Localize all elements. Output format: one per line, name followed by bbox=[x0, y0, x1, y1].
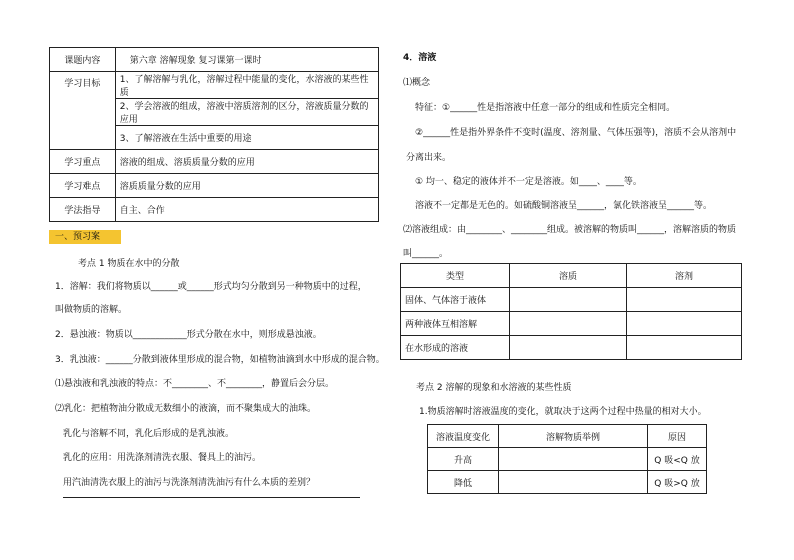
text-line: 溶液不一定都是无色的。如硫酸铜溶液呈______，氯化铁溶液呈______等。 bbox=[415, 201, 713, 211]
table-row bbox=[50, 174, 379, 198]
preview-banner: 一、预习案 bbox=[49, 230, 121, 244]
col-header: 类型 bbox=[401, 264, 510, 288]
text-line: 特征：①______性是指溶液中任意一部分的组成和性质完全相同。 bbox=[415, 103, 676, 113]
row-value: 1、了解溶解与乳化，溶解过程中能量的变化，水溶液的某些性质 bbox=[115, 72, 378, 99]
table-row bbox=[50, 198, 379, 222]
table-row bbox=[50, 150, 379, 174]
change-cell: 降低 bbox=[428, 471, 499, 494]
text-line: 乳化的应用：用洗涤剂清洗衣服、餐具上的油污。 bbox=[63, 453, 262, 463]
text-line: 乳化与溶解不同，乳化后形成的是乳浊液。 bbox=[63, 429, 235, 439]
solution-type-table bbox=[400, 263, 742, 360]
table-row bbox=[50, 48, 379, 72]
row-label: 两种液体互相溶解 bbox=[401, 312, 510, 336]
answer-cell[interactable] bbox=[499, 471, 648, 494]
answer-cell[interactable] bbox=[510, 312, 627, 336]
answer-cell[interactable] bbox=[510, 336, 627, 360]
row-value: 自主、合作 bbox=[115, 198, 378, 222]
text-line: 1.物质溶解时溶液温度的变化，就取决于这两个过程中热量的相对大小。 bbox=[419, 407, 707, 417]
reason-cell: Q 吸>Q 放 bbox=[648, 471, 707, 494]
reason-cell: Q 吸<Q 放 bbox=[648, 448, 707, 471]
text-line: 2．悬浊液：物质以____________形式分散在水中，则形成悬浊液。 bbox=[55, 330, 322, 340]
col-header: 原因 bbox=[648, 425, 707, 448]
kaodian-1-heading: 考点 1 物质在水中的分散 bbox=[78, 259, 180, 269]
row-label: 学习重点 bbox=[50, 150, 116, 174]
col-header: 溶质 bbox=[510, 264, 627, 288]
text-line: ⑴概念 bbox=[403, 78, 431, 88]
table-header-row bbox=[428, 425, 707, 448]
text-line: 叫______。 bbox=[403, 249, 449, 259]
row-value: 第六章 溶解现象 复习课第一课时 bbox=[115, 48, 378, 72]
answer-cell[interactable] bbox=[627, 312, 742, 336]
answer-line bbox=[63, 497, 360, 498]
text-line: 用汽油清洗衣服上的油污与洗涤剂清洗油污有什么本质的差别？ bbox=[63, 478, 316, 488]
temperature-change-table bbox=[427, 424, 707, 494]
row-value: 2、学会溶液的组成，溶液中溶质溶剂的区分，溶液质量分数的应用 bbox=[115, 99, 378, 126]
section-title: 4．溶液 bbox=[403, 53, 437, 63]
row-value: 溶质质量分数的应用 bbox=[115, 174, 378, 198]
table-header-row bbox=[401, 264, 742, 288]
row-label: 学习难点 bbox=[50, 174, 116, 198]
col-header: 溶解物质举例 bbox=[499, 425, 648, 448]
text-line: ⑴悬浊液和乳浊液的特点：不________、不________，静置后会分层。 bbox=[55, 379, 335, 389]
text-line: 1．溶解：我们将物质以______或______形式均匀分散到另一种物质中的过程， bbox=[55, 282, 367, 292]
lesson-info-table bbox=[49, 47, 379, 222]
text-line: 叫做物质的溶解。 bbox=[55, 305, 128, 315]
table-row bbox=[401, 336, 742, 360]
table-row bbox=[401, 312, 742, 336]
row-label: 固体、气体溶于液体 bbox=[401, 288, 510, 312]
kaodian-2-heading: 考点 2 溶解的现象和水溶液的某些性质 bbox=[416, 383, 572, 393]
change-cell: 升高 bbox=[428, 448, 499, 471]
table-row bbox=[428, 471, 707, 494]
col-header: 溶剂 bbox=[627, 264, 742, 288]
text-line: ① 均一、稳定的液体并不一定是溶液。如____、____等。 bbox=[415, 177, 642, 187]
text-line: 3．乳浊液：______分散到液体里形成的混合物，如植物油滴到水中形成的混合物。 bbox=[55, 355, 385, 365]
text-line: ⑵乳化：把植物油分散成无数细小的液滴，而不聚集成大的油珠。 bbox=[55, 404, 317, 414]
table-row bbox=[428, 448, 707, 471]
answer-cell[interactable] bbox=[499, 448, 648, 471]
text-line: ②______性是指外界条件不变时(温度、溶剂量、气体压强等)，溶质不会从溶剂中 bbox=[415, 128, 737, 138]
text-line: ⑵溶液组成：由________、________组成。被溶解的物质叫______，溶解溶质的物质 bbox=[403, 225, 737, 235]
row-value: 3、了解溶液在生活中重要的用途 bbox=[115, 126, 378, 150]
row-label: 学法指导 bbox=[50, 198, 116, 222]
answer-cell[interactable] bbox=[627, 336, 742, 360]
text-line: 分离出来。 bbox=[406, 153, 452, 163]
table-row bbox=[50, 72, 379, 99]
answer-cell[interactable] bbox=[510, 288, 627, 312]
row-label: 在水形成的溶液 bbox=[401, 336, 510, 360]
row-value: 溶液的组成、溶质质量分数的应用 bbox=[115, 150, 378, 174]
row-label: 课题内容 bbox=[50, 48, 116, 72]
col-header: 溶液温度变化 bbox=[428, 425, 499, 448]
table-row bbox=[401, 288, 742, 312]
answer-cell[interactable] bbox=[627, 288, 742, 312]
row-label: 学习目标 bbox=[50, 72, 116, 150]
